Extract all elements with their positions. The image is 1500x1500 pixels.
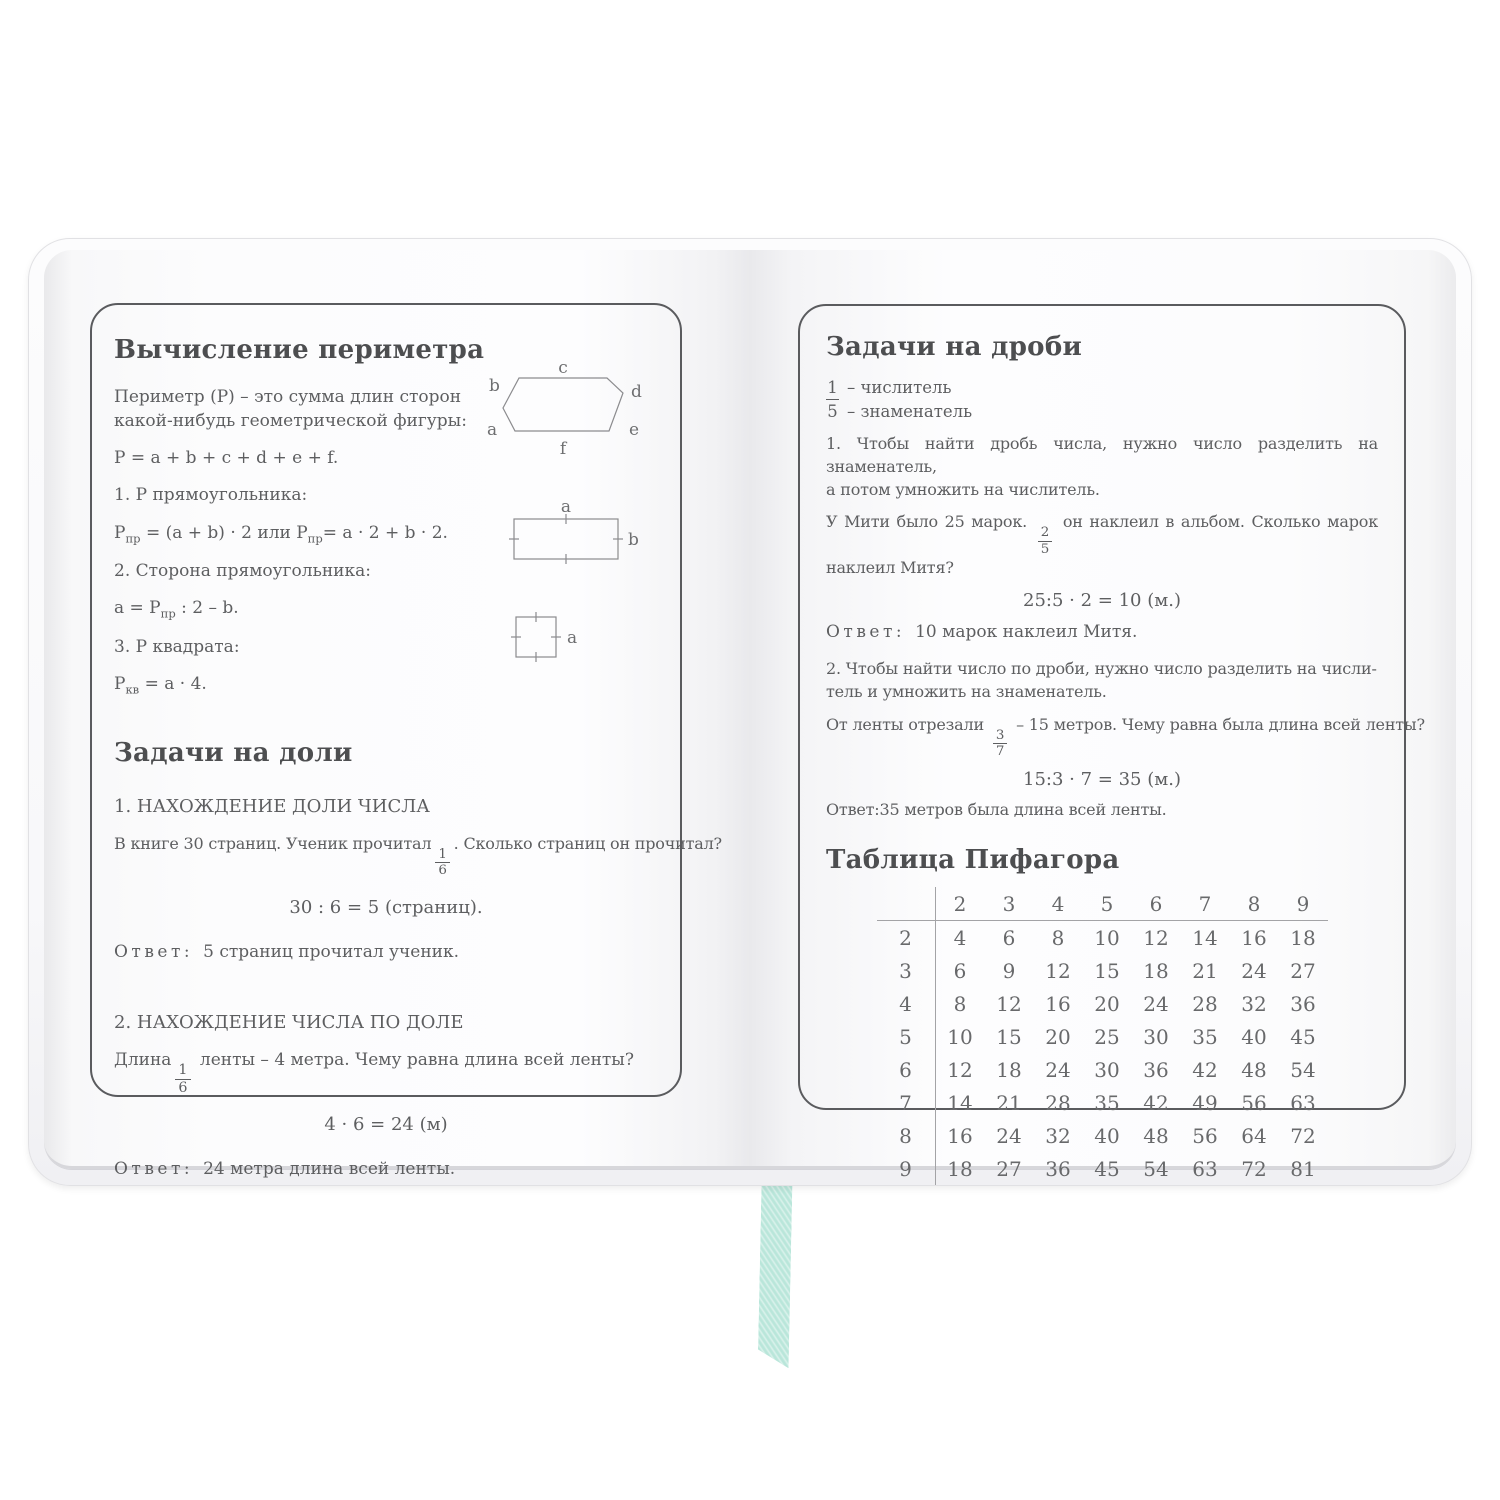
- table-cell: 35: [1094, 1090, 1120, 1115]
- table-row: [877, 1152, 1328, 1185]
- table-cell: 16: [947, 1123, 973, 1148]
- square-figure: [504, 605, 594, 685]
- hexagon-figure: [485, 361, 665, 461]
- table-row: [877, 1053, 1328, 1086]
- rectangle-side-b-label: b: [628, 530, 639, 550]
- table-cell: 64: [1241, 1123, 1267, 1148]
- item3-label: 3. Р квадрата:: [114, 637, 240, 658]
- table-cell: 10: [1094, 925, 1120, 950]
- table-row-label: 8: [877, 1119, 936, 1152]
- table-cell: 28: [1192, 991, 1218, 1016]
- table-row-label: 3: [877, 954, 936, 987]
- table-cell: 27: [1290, 958, 1316, 983]
- table-col-header: 8: [1230, 887, 1279, 921]
- table-cell: 54: [1143, 1156, 1169, 1181]
- task1-equation: 30 : 6 = 5 (страниц).: [289, 896, 483, 918]
- table-row-label: 5: [877, 1020, 936, 1053]
- table-cell: 63: [1192, 1156, 1218, 1181]
- table-cell: 14: [947, 1090, 973, 1115]
- numerator-legend-row: 1 – числитель: [826, 376, 1378, 400]
- table-cell: 28: [1045, 1090, 1071, 1115]
- table-cell: 25: [1094, 1024, 1120, 1049]
- perimeter-sum-formula: P = a + b + c + d + e + f.: [114, 448, 339, 469]
- table-cell: 42: [1143, 1090, 1169, 1115]
- left-page-frame: [90, 303, 722, 1180]
- table-cell: 9: [1002, 958, 1016, 983]
- table-row-label: 9: [877, 1152, 936, 1185]
- table-cell: 30: [1094, 1057, 1120, 1082]
- table-cell: 20: [1045, 1024, 1071, 1049]
- table-cell: 15: [1094, 958, 1120, 983]
- table-cell: 24: [1045, 1057, 1071, 1082]
- rectangle-side-formula: $a = P_{пр}$ : 2 – b.: [114, 598, 239, 621]
- table-cell: 81: [1290, 1156, 1316, 1181]
- fraction-task-2-text: От ленты отрезали $\frac{3}{7}$ – 15 метров. Чему равна была длина всей ленты?: [826, 714, 1425, 760]
- table-cell: 20: [1094, 991, 1120, 1016]
- table-cell: 24: [1143, 991, 1169, 1016]
- hexagon-side-a-label: a: [487, 420, 498, 440]
- table-row: [877, 1020, 1328, 1053]
- table-cell: 40: [1094, 1123, 1120, 1148]
- fraction-1-6: $\frac{1}{6}$: [435, 848, 449, 879]
- table-cell: 24: [1241, 958, 1267, 983]
- table-cell: 21: [996, 1090, 1022, 1115]
- table-row: [877, 1086, 1328, 1119]
- table-cell: 72: [1241, 1156, 1267, 1181]
- table-row-label: 2: [877, 921, 936, 955]
- table-col-header: 2: [935, 887, 985, 921]
- left-section2-title: Задачи на доли: [114, 738, 353, 769]
- table-cell: 18: [1143, 958, 1169, 983]
- table-col-header: 7: [1181, 887, 1230, 921]
- rectangle-figure: [500, 501, 655, 573]
- right-section1-title: Задачи на дроби: [826, 332, 1083, 362]
- table-cell: 32: [1045, 1123, 1071, 1148]
- square-perimeter-formula: $P_{кв} = a \cdot 4$.: [114, 674, 207, 697]
- hexagon-side-e-label: e: [629, 420, 640, 440]
- table-cell: 30: [1143, 1024, 1169, 1049]
- table-cell: 12: [1045, 958, 1071, 983]
- fraction-task-2-equation: 15:3 · 7 = 35 (м.): [1023, 768, 1181, 790]
- task2-answer: Ответ: 24 метра длина всей ленты.: [114, 1159, 456, 1180]
- right-section2-title: Таблица Пифагора: [826, 845, 1120, 876]
- table-cell: 16: [1045, 991, 1071, 1016]
- fraction-task-2-answer: Ответ:35 метров была длина всей ленты.: [826, 799, 1167, 819]
- fraction-rule-2: 2. Чтобы найти число по дроби, нужно число разделить на числи- тель и умножить на знаменатель.: [826, 659, 1377, 701]
- table-row-label: 7: [877, 1086, 936, 1119]
- item2-label: 2. Сторона прямоугольника:: [114, 561, 372, 582]
- table-cell: 36: [1290, 991, 1316, 1016]
- table-row: [877, 921, 1328, 955]
- task2-equation: 4 · 6 = 24 (м): [324, 1114, 448, 1136]
- task1-text: В книге 30 страниц. Ученик прочитал $\frac{1}{6}$ . Сколько страниц он прочитал?: [114, 833, 722, 879]
- item1-label: 1. Р прямоугольника:: [114, 485, 308, 506]
- task2-heading: 2. НАХОЖДЕНИЕ ЧИСЛА ПО ДОЛЕ: [114, 1011, 464, 1033]
- table-cell: 12: [1143, 925, 1169, 950]
- table-row-label: 4: [877, 987, 936, 1020]
- table-cell: 48: [1143, 1123, 1169, 1148]
- table-cell: 21: [1192, 958, 1218, 983]
- table-col-header: 5: [1083, 887, 1132, 921]
- rectangle-side-a-label: a: [560, 501, 572, 517]
- table-corner-cell: [877, 887, 936, 921]
- table-cell: 54: [1290, 1057, 1316, 1082]
- fraction-2-5: $\frac{2}{5}$: [1038, 526, 1052, 557]
- table-cell: 40: [1241, 1024, 1267, 1049]
- table-cell: 6: [953, 958, 967, 983]
- table-col-header: 9: [1279, 887, 1328, 921]
- table-row: [877, 954, 1328, 987]
- table-cell: 4: [953, 925, 967, 950]
- rectangle-perimeter-formula: $P_{пр} = (a + b) \cdot 2$ или $P_{пр}= a \cdot 2 + b \cdot 2$.: [114, 522, 448, 545]
- fraction-task-1-text: У Мити было 25 марок. $\frac{2}{5}$ он наклеил в альбом. Сколько марок наклеил Митя?: [826, 512, 1378, 578]
- table-row-label: 6: [877, 1053, 936, 1086]
- table-col-header: 6: [1132, 887, 1181, 921]
- table-cell: 12: [996, 991, 1022, 1016]
- table-cell: 8: [953, 991, 967, 1016]
- pythagoras-table-body: [877, 921, 1328, 1186]
- denominator-legend-row: 5 – знаменатель: [827, 402, 973, 422]
- table-cell: 36: [1045, 1156, 1071, 1181]
- task1-answer: Ответ: 5 страниц прочитал ученик.: [114, 941, 460, 962]
- table-cell: 56: [1241, 1090, 1267, 1115]
- table-cell: 27: [996, 1156, 1022, 1181]
- perimeter-definition: Периметр (Р) – это сумма длин сторон какой-нибудь геометрической фигуры:: [114, 387, 467, 432]
- table-cell: 48: [1241, 1057, 1267, 1082]
- table-cell: 42: [1192, 1057, 1218, 1082]
- table-cell: 35: [1192, 1024, 1218, 1049]
- table-cell: 49: [1192, 1090, 1218, 1115]
- pythagoras-table: [877, 887, 1328, 1185]
- table-cell: 10: [947, 1024, 973, 1049]
- table-cell: 14: [1192, 925, 1218, 950]
- hexagon-side-f-label: f: [559, 439, 567, 459]
- table-cell: 72: [1290, 1123, 1316, 1148]
- table-cell: 18: [1290, 925, 1316, 950]
- table-row: [877, 1119, 1328, 1152]
- table-cell: 32: [1241, 991, 1267, 1016]
- table-cell: 6: [1002, 925, 1016, 950]
- table-cell: 56: [1192, 1123, 1218, 1148]
- fraction-task-1-equation: 25:5 · 2 = 10 (м.): [1023, 590, 1181, 612]
- fraction-rule-1: 1. Чтобы найти дробь числа, нужно число разделить на знаменатель, а потом умножить на числитель.: [826, 434, 1378, 499]
- table-col-header: 4: [1034, 887, 1083, 921]
- table-cell: 8: [1051, 925, 1065, 950]
- fraction-1-6: $\frac{1}{6}$: [175, 1063, 190, 1096]
- square-side-a-label: a: [567, 628, 578, 648]
- table-cell: 18: [996, 1057, 1022, 1082]
- table-cell: 15: [996, 1024, 1022, 1049]
- pythagoras-table-header-row: [877, 887, 1328, 921]
- fraction-legend: [826, 376, 1378, 423]
- table-cell: 18: [947, 1156, 973, 1181]
- right-page-frame: [798, 304, 1425, 1181]
- hexagon-side-b-label: b: [489, 376, 500, 396]
- table-cell: 63: [1290, 1090, 1316, 1115]
- hexagon-side-d-label: d: [631, 382, 642, 402]
- table-row: [877, 987, 1328, 1020]
- table-cell: 16: [1241, 925, 1267, 950]
- table-cell: 36: [1143, 1057, 1169, 1082]
- left-section1-title: Вычисление периметра: [114, 335, 485, 365]
- fraction-task-1-answer: Ответ: 10 марок наклеил Митя.: [826, 622, 1138, 643]
- task1-heading: 1. НАХОЖДЕНИЕ ДОЛИ ЧИСЛА: [114, 796, 430, 818]
- fraction-3-7: $\frac{3}{7}$: [993, 729, 1007, 760]
- hexagon-side-c-label: c: [558, 361, 568, 378]
- table-col-header: 3: [985, 887, 1034, 921]
- table-cell: 12: [947, 1057, 973, 1082]
- table-cell: 45: [1094, 1156, 1120, 1181]
- table-cell: 24: [996, 1123, 1022, 1148]
- task2-text: Длина $\frac{1}{6}$ ленты – 4 метра. Чему равна длина всей ленты?: [114, 1050, 634, 1096]
- table-cell: 45: [1290, 1024, 1316, 1049]
